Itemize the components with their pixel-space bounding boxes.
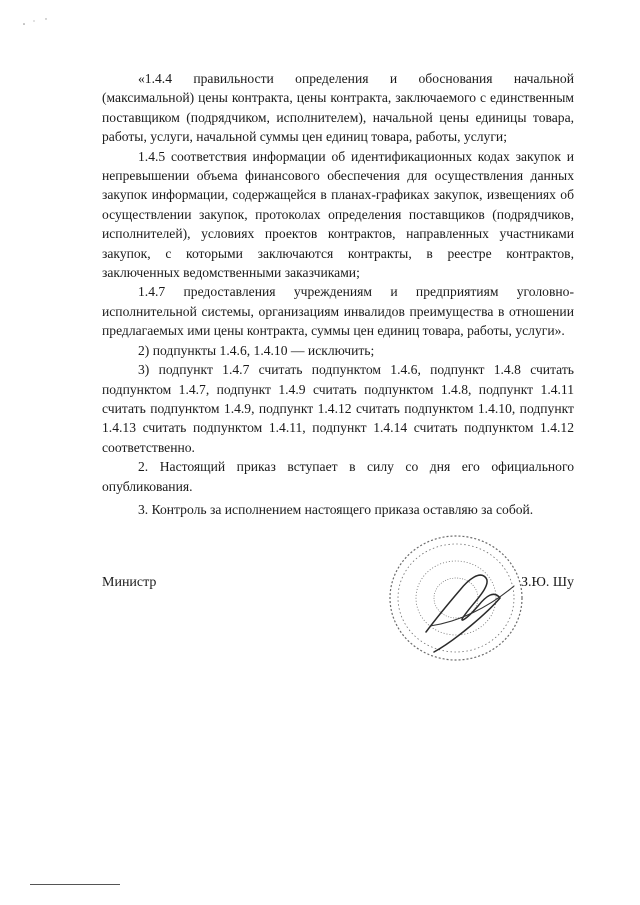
footer-divider: [30, 884, 120, 885]
paragraph-item-2: 2) подпункты 1.4.6, 1.4.10 — исключить;: [138, 342, 375, 358]
scan-corner-marks: [20, 14, 60, 34]
signatory-title: Министр: [102, 575, 157, 590]
signature-block: [102, 575, 574, 599]
signatory-name: З.Ю. Шу: [520, 575, 574, 590]
paragraph-clause-3: 3. Контроль за исполнением настоящего приказа оставляю за собой.: [138, 501, 534, 517]
paragraph-1-4-4: «1.4.4 правильности определения и обоснования начальной (максимальной) цены контракта, цены контракта, заключаемого с единственным поставщиком (подрядчиком, исполнителем), начальной цены единицы товара, работы, услуги, начальной суммы цен единиц товара, работы, услуги;: [102, 71, 574, 145]
paragraph-1-4-7: 1.4.7 предоставления учреждениям и предприятиям уголовно-исполнительной системы, организациям инвалидов преимущества в отношении предлагаемых ими цены контракта, суммы цен единиц товара, работы, услуги».: [102, 284, 574, 339]
document-body: [102, 69, 574, 519]
paragraph-item-3: 3) подпункт 1.4.7 считать подпунктом 1.4.6, подпункт 1.4.8 считать подпунктом 1.4.7, подпункт 1.4.9 считать подпунктом 1.4.8, подпункт 1.4.11 считать подпунктом 1.4.9, подпункт 1.4.12 считать подпунктом 1.4.10, подпункт 1.4.13 считать подпунктом 1.4.11, подпункт 1.4.14 считать подпунктом 1.4.12 соответственно.: [102, 362, 574, 455]
paragraph-1-4-5: 1.4.5 соответствия информации об идентификационных кодах закупок и непревышении объема финансового обеспечения для осуществления данных закупок информации, содержащейся в планах-графиках закупок, извещениях об осуществлении закупок, протоколах определения поставщиков (подрядчиков, исполнителей), условиях проектов контрактов, направленных участниками закупок, с которыми заключаются контракты, в реестре контрактов, заключенных ведомственными заказчиками;: [102, 148, 574, 281]
paragraph-clause-2: 2. Настоящий приказ вступает в силу со дня его официального опубликования.: [102, 459, 574, 494]
